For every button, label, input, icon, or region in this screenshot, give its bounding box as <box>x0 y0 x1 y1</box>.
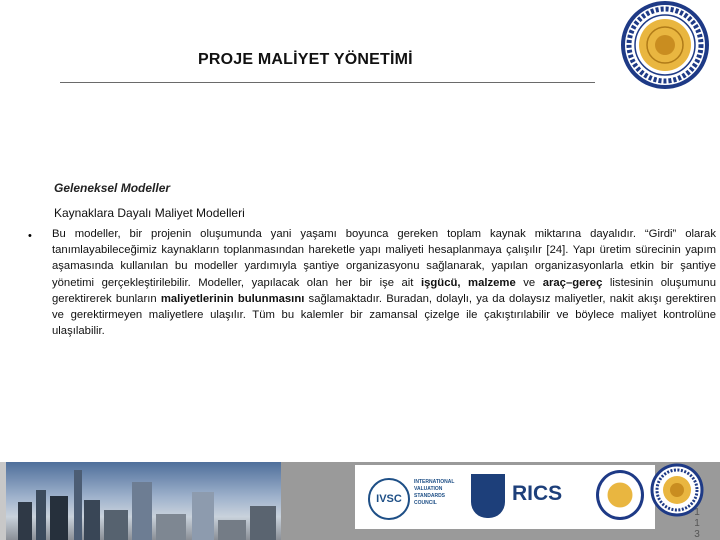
rics-logo-text: RICS <box>512 482 563 505</box>
bold-term-costs: maliyetlerinin bulunmasını <box>160 292 305 305</box>
university-seal-small-icon <box>596 470 644 520</box>
ivsc-logo-icon: IVSC <box>368 478 410 520</box>
paragraph-text: ve <box>515 276 543 289</box>
bullet-marker: • <box>28 230 32 242</box>
city-skyline-image <box>6 462 281 540</box>
body-paragraph <box>52 226 716 339</box>
paragraph-text: sağlamaktadır. Buradan, dolaylı, ya da dolaysız maliyetler, nakit akışı gerektiren ve gerektirmeyen maliyetlere ulaşılır. Tüm bu kalemler bir zamansal çizelge ile çakıştırılabilir ve böylece maliyet kontrolüne ulaşılabilir. <box>52 292 717 338</box>
paragraph-text: Bu modeller, bir projenin oluşumunda yani yaşamı boyunca gereken toplam kaynak miktarına dayalıdır. “Girdi” olarak tanımlayabileceğimiz kaynakların toplanmasından hareketle yapı maliyeti hesaplanmaya çalışılır [24]. Yapı üretim sürecinin yapım aşamasında kullanılan bu modeller yardımıyla şantiye organizasyonu sağlanarak, yapılan organizasyonlarla etkin bir şantiye yönetimi gerçekleştirilebilir. Modeller, yapılacak olan her bir işe ait <box>52 228 716 289</box>
section-heading: Geleneksel Modeller <box>54 181 171 195</box>
page-title: PROJE MALİYET YÖNETİMİ <box>198 51 413 68</box>
ankara-university-seal-icon <box>620 0 710 90</box>
bold-term-equipment: araç–gereç <box>542 276 603 289</box>
rics-crest-icon <box>471 474 505 518</box>
bold-term-labor-material: işgücü, malzeme <box>420 276 516 289</box>
ivsc-caption: INTERNATIONAL VALUATION STANDARDS COUNCIL <box>414 479 455 506</box>
section-subheading: Kaynaklara Dayalı Maliyet Modelleri <box>54 206 245 220</box>
title-divider <box>60 82 595 83</box>
paragraph-text: listesinin oluşumunu gerektirerek bunların <box>52 276 716 305</box>
page-number: 1 1 3 <box>694 507 700 540</box>
